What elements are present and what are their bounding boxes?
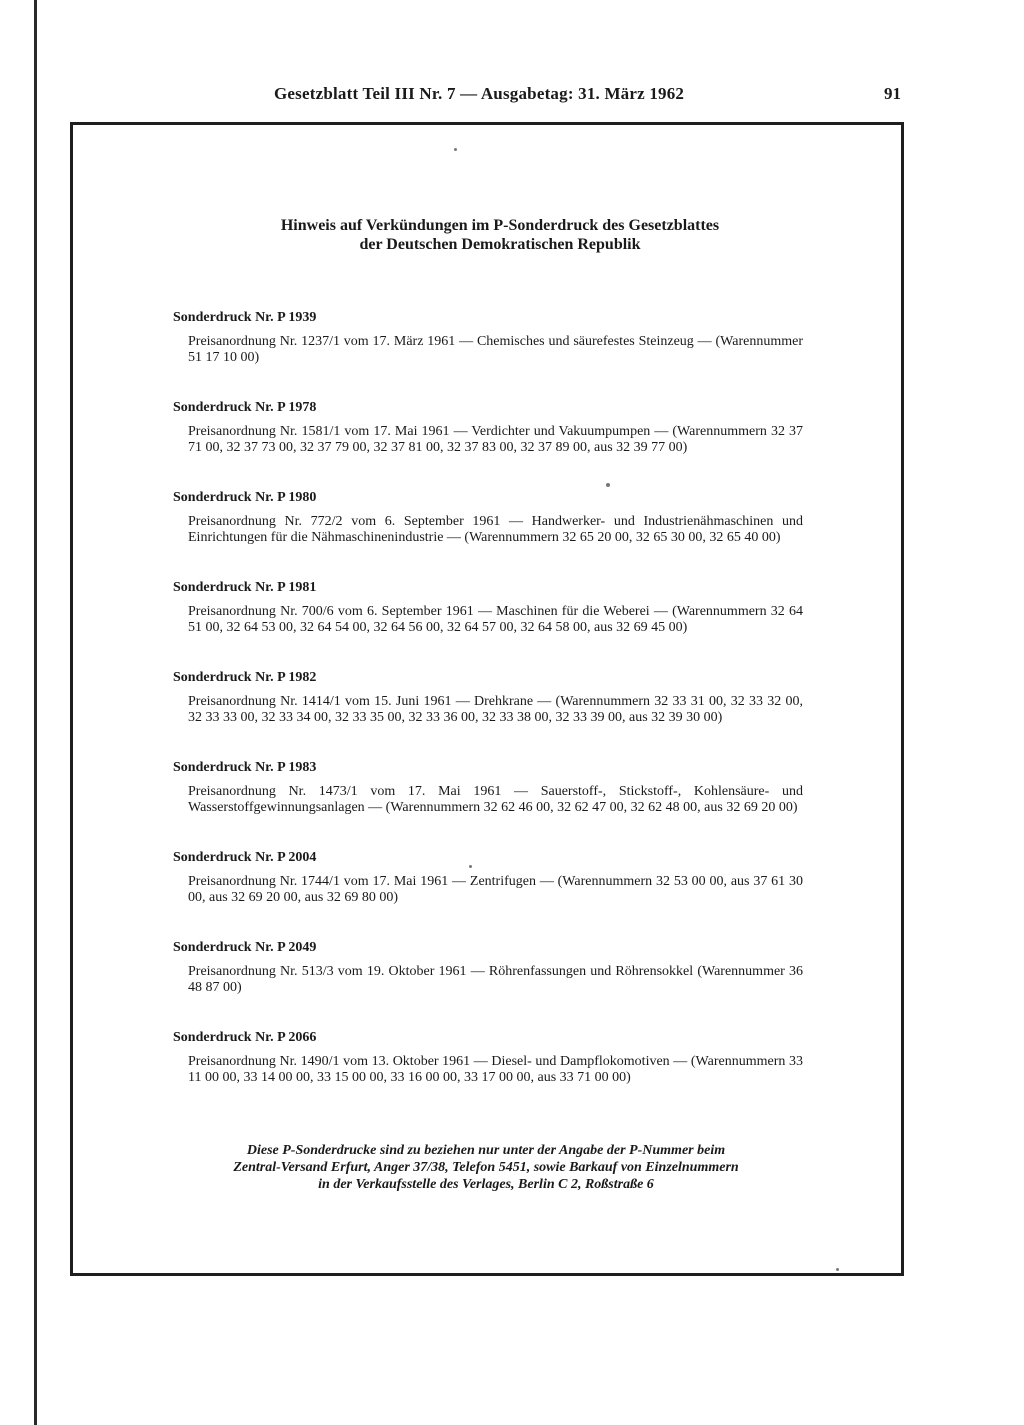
entry-text: Preisanordnung Nr. 1414/1 vom 15. Juni 1961 — Drehkrane — (Warennummern 32 33 31 00, 32 33 32 00, 32 33 33 00, 32 33 34 00, 32 33 35 00, 32 33 36 00, 32 33 38 00, 32 33 39 00, aus 32 39 30 00) (188, 694, 803, 725)
entry-title: Sonderdruck Nr. P 1980 (173, 490, 317, 505)
page-number: 91 (884, 84, 901, 103)
entry-title: Sonderdruck Nr. P 1978 (173, 400, 317, 415)
list-item (173, 940, 803, 1030)
ordering-note-line-2: Zentral-Versand Erfurt, Anger 37/38, Telefon 5451, sowie Barkauf von Einzelnummern (233, 1160, 739, 1175)
scan-speck (454, 148, 457, 151)
running-header: Gesetzblatt Teil III Nr. 7 — Ausgabetag: 31. März 1962 (274, 84, 685, 103)
ordering-note (170, 1142, 802, 1193)
entry-title: Sonderdruck Nr. P 1983 (173, 760, 317, 775)
scan-speck (606, 483, 610, 487)
entry-text: Preisanordnung Nr. 1581/1 vom 17. Mai 1961 — Verdichter und Vakuumpumpen — (Warennummern 32 37 71 00, 32 37 73 00, 32 37 79 00, 32 37 81 00, 32 37 83 00, 32 37 89 00, aus 32 39 77 00) (188, 424, 803, 455)
list-item (173, 760, 803, 850)
entry-title: Sonderdruck Nr. P 2066 (173, 1030, 317, 1045)
entry-title: Sonderdruck Nr. P 1982 (173, 670, 317, 685)
list-item (173, 310, 803, 400)
scan-speck (836, 1268, 839, 1271)
entry-text: Preisanordnung Nr. 1490/1 vom 13. Oktober 1961 — Diesel- und Dampflokomotiven — (Warennummern 33 11 00 00, 33 14 00 00, 33 15 00 00, 33 16 00 00, 33 17 00 00, aus 33 71 00 00) (188, 1054, 803, 1085)
heading-line-1: Hinweis auf Verkündungen im P-Sonderdruck des Gesetzblattes (280, 217, 720, 234)
page-binding-edge (34, 0, 37, 1425)
special-print-list (173, 310, 803, 1120)
list-item (173, 490, 803, 580)
ordering-note-line-3: in der Verkaufsstelle des Verlages, Berlin C 2, Roßstraße 6 (318, 1177, 654, 1192)
entry-text: Preisanordnung Nr. 513/3 vom 19. Oktober 1961 — Röhrenfassungen und Röhrensokkel (Warennummer 36 48 87 00) (188, 964, 803, 995)
scan-speck (469, 865, 472, 868)
entry-text: Preisanordnung Nr. 772/2 vom 6. September 1961 — Handwerker- und Industrienähmaschinen und Einrichtungen für die Nähmaschinenindustrie — (Warennummern 32 65 20 00, 32 65 30 00, 32 65 40 00) (188, 514, 803, 545)
list-item (173, 400, 803, 490)
list-item (173, 670, 803, 760)
entry-text: Preisanordnung Nr. 1237/1 vom 17. März 1961 — Chemisches und säurefestes Steinzeug — (Warennummer 51 17 10 00) (188, 334, 803, 365)
entry-title: Sonderdruck Nr. P 2004 (173, 850, 317, 865)
entry-title: Sonderdruck Nr. P 1981 (173, 580, 317, 595)
heading-line-2: der Deutschen Demokratischen Republik (359, 236, 641, 253)
entry-text: Preisanordnung Nr. 1744/1 vom 17. Mai 1961 — Zentrifugen — (Warennummern 32 53 00 00, aus 37 61 30 00, aus 32 69 20 00, aus 32 69 80 00) (188, 874, 803, 905)
ordering-note-line-1: Diese P-Sonderdrucke sind zu beziehen nur unter der Angabe der P-Nummer beim (246, 1143, 726, 1158)
entry-title: Sonderdruck Nr. P 2049 (173, 940, 317, 955)
announcement-heading (160, 216, 840, 254)
list-item (173, 1030, 803, 1120)
list-item (173, 580, 803, 670)
entry-title: Sonderdruck Nr. P 1939 (173, 310, 317, 325)
list-item (173, 850, 803, 940)
entry-text: Preisanordnung Nr. 1473/1 vom 17. Mai 1961 — Sauerstoff-, Stickstoff-, Kohlensäure- und Wasserstoffgewinnungsanlagen — (Warennummern 32 62 46 00, 32 62 47 00, 32 62 48 00, aus 32 69 20 00) (188, 784, 803, 815)
entry-text: Preisanordnung Nr. 700/6 vom 6. September 1961 — Maschinen für die Weberei — (Warennummern 32 64 51 00, 32 64 53 00, 32 64 54 00, 32 64 56 00, 32 64 57 00, 32 64 58 00, aus 32 69 45 00) (188, 604, 803, 635)
